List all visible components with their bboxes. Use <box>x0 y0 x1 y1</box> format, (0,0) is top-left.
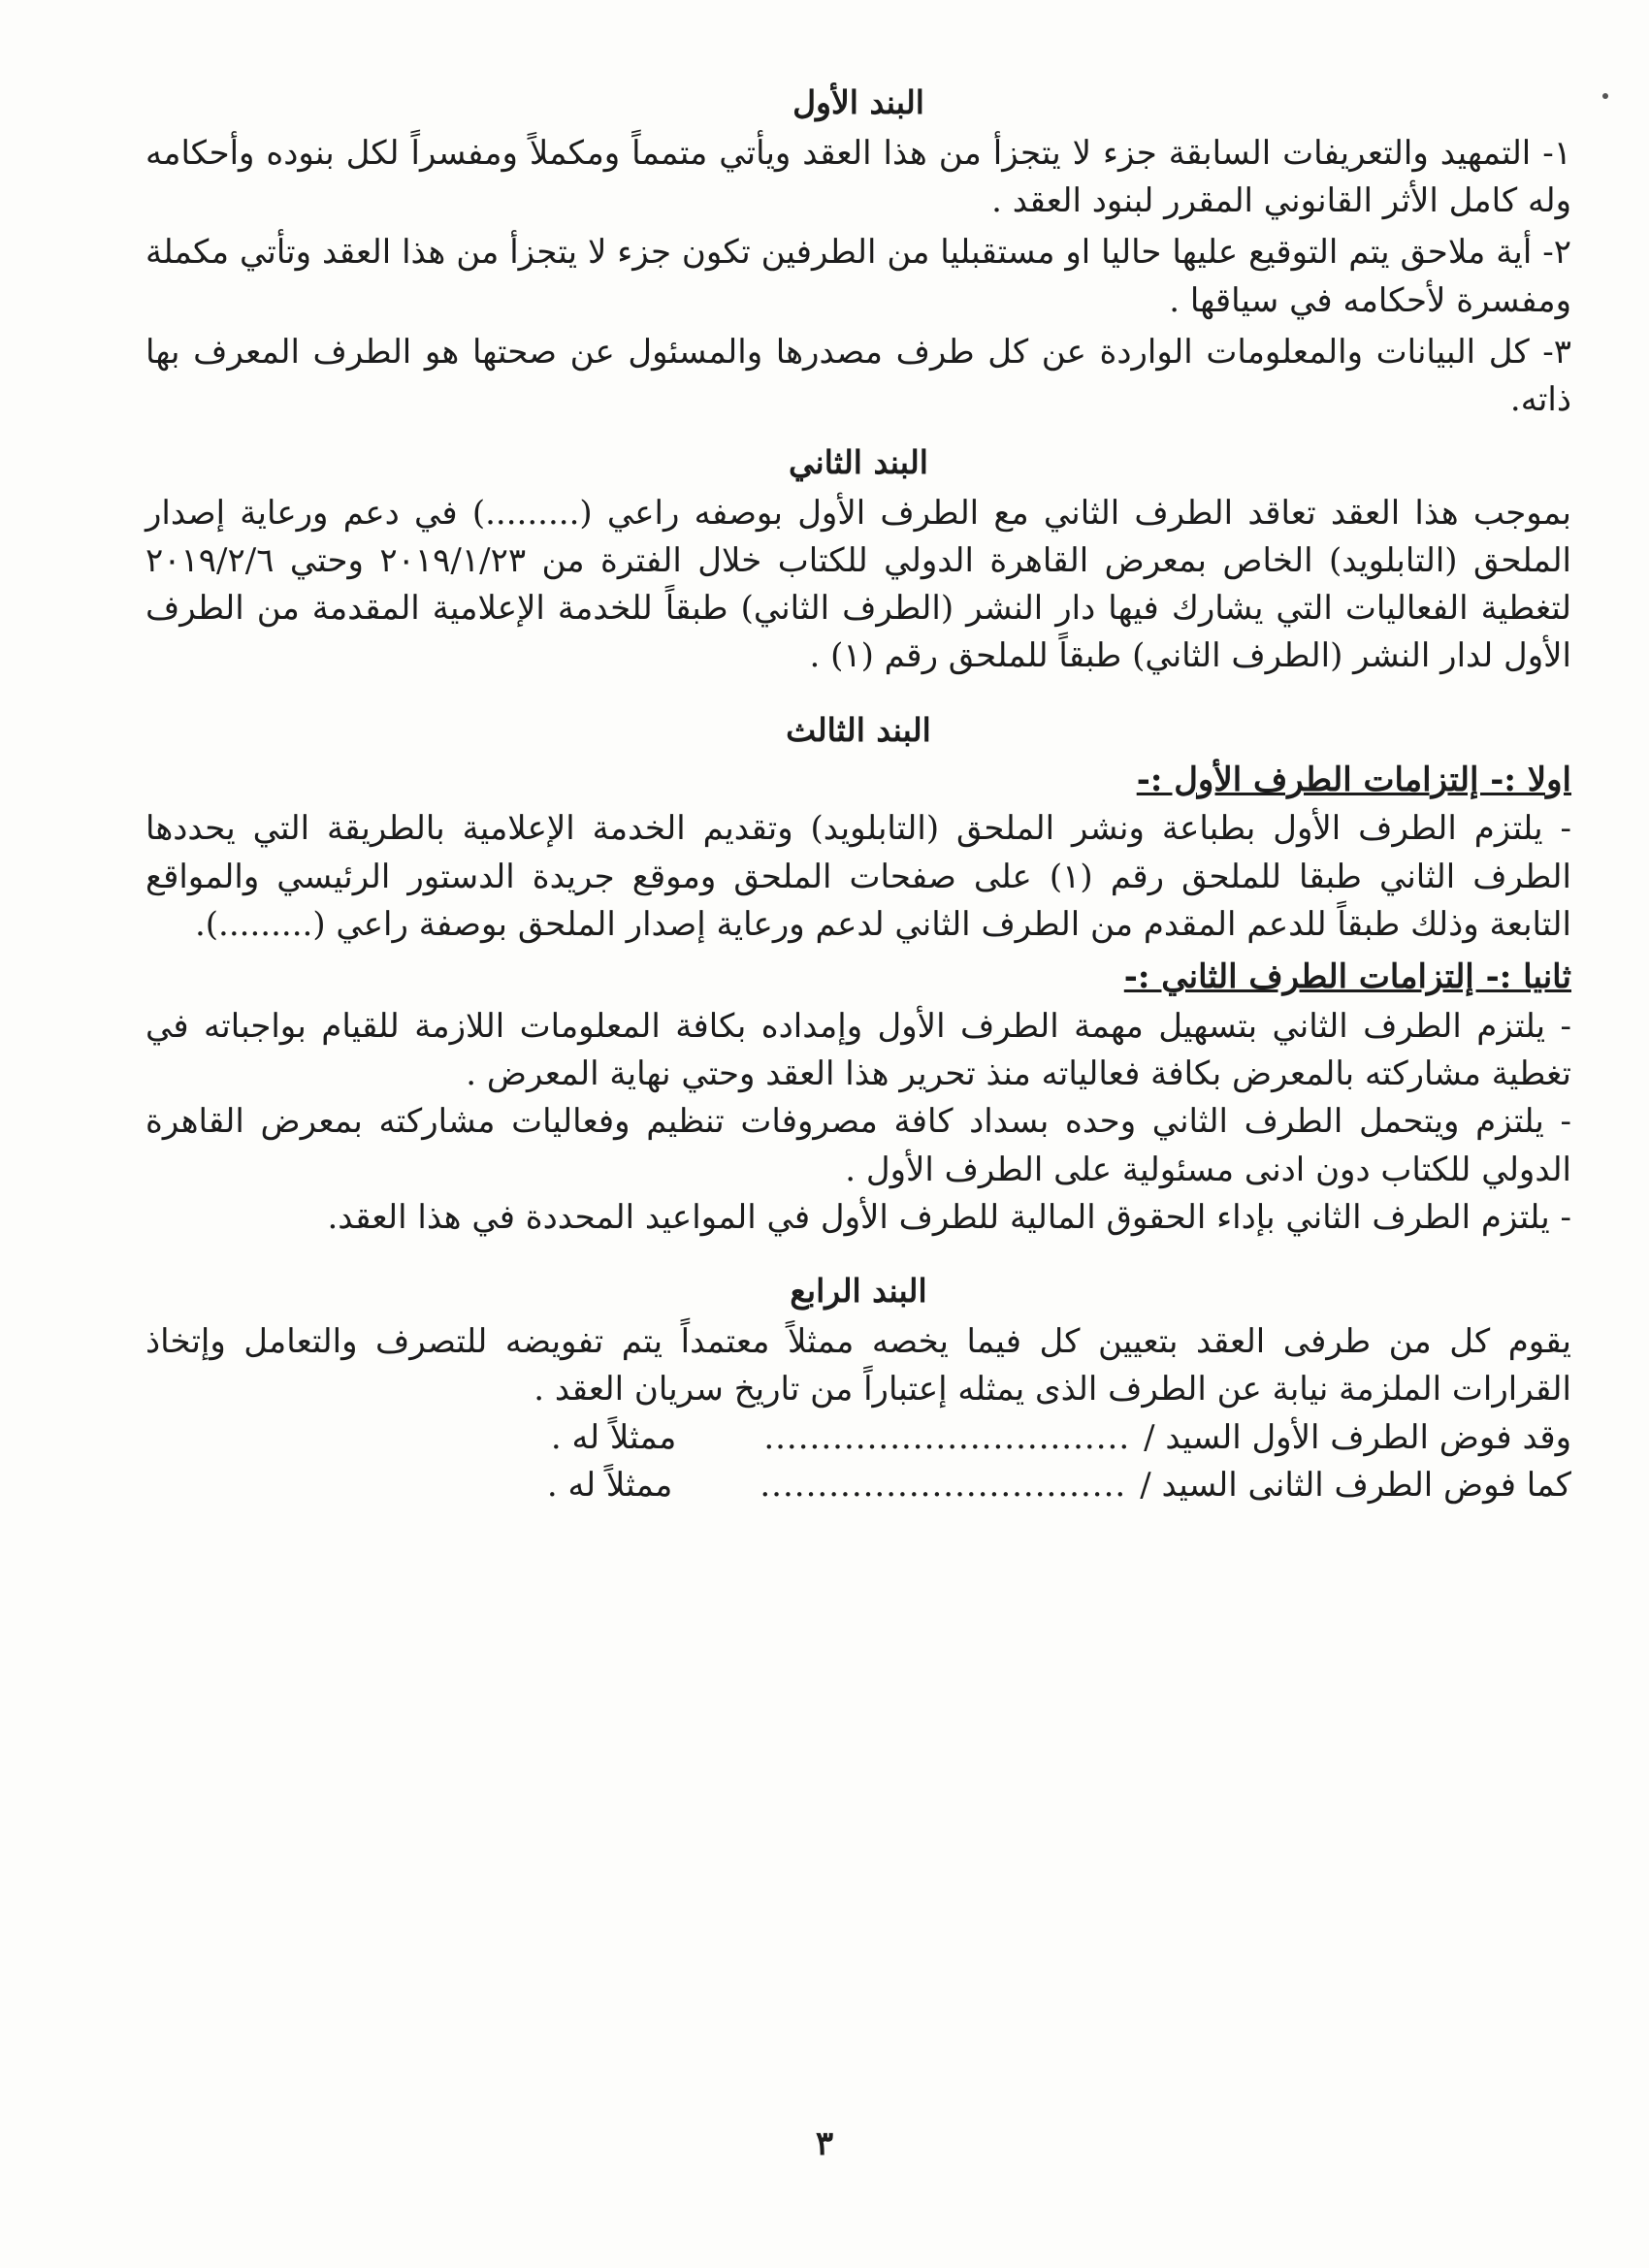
second-party-rep-suffix: ممثلاً له . <box>546 1465 673 1505</box>
article-3-title: البند الثالث <box>786 710 931 749</box>
article-2-text: بموجب هذا العقد تعاقد الطرف الثاني مع الطرف الأول بوصفه راعي (.........) في دعم ورعاية إصدار الملحق (التابلويد) الخاص بمعرض القاهرة الدولي للكتاب خلال الفترة من ٢٠١٩/١/٢٣ وحتي ٢٠١٩/٢/٦ لتغطية الفعاليات التي يشارك فيها دار النشر (الطرف الثاني) طبقاً للخدمة الإعلامية المقدمة من الطرف الأول لدار النشر (الطرف الثاني) طبقاً للملحق رقم (١) . <box>146 493 1572 676</box>
page-number: ٣ <box>815 2124 834 2163</box>
article-4-text: يقوم كل من طرفى العقد بتعيين كل فيما يخصه ممثلاً معتمداً يتم تفويضه للتصرف والتعامل وإتخاذ القرارات الملزمة نيابة عن الطرف الذى يمثله إعتباراً من تاريخ سريان العقد . <box>146 1322 1571 1409</box>
article-4-title: البند الرابع <box>790 1272 927 1311</box>
second-party-obligations-heading: ثانيا :- إلتزامات الطرف الثاني :- <box>1123 957 1571 997</box>
second-party-rep-blank: ................................ <box>760 1465 1127 1505</box>
first-party-rep-suffix: ممثلاً له . <box>550 1417 677 1457</box>
article-2-title: البند الثاني <box>789 442 928 481</box>
first-party-rep-label: وقد فوض الطرف الأول السيد / <box>1144 1417 1571 1457</box>
first-party-rep-blank: ................................ <box>763 1417 1131 1457</box>
article-3 <box>146 710 1571 1242</box>
article-1 <box>146 82 1571 425</box>
second-party-representative-line <box>146 1462 1571 1509</box>
article-1-item-1: ١- التمهيد والتعريفات السابقة جزء لا يتجزأ من هذا العقد ويأتي متمماً ومكملاً ومفسراً لكل بنوده وأحكامه وله كامل الأثر القانوني المقرر لبنود العقد . <box>146 133 1571 221</box>
second-party-obligation-1: - يلتزم الطرف الثاني بتسهيل مهمة الطرف الأول وإمداده بكافة المعلومات اللازمة للقيام بواجباته في تغطية مشاركته بالمعرض بكافة فعالياته منذ تحرير هذا العقد وحتي نهاية المعرض . <box>146 1006 1571 1094</box>
second-party-obligation-3: - يلتزم الطرف الثاني بإداء الحقوق المالية للطرف الأول في المواعيد المحددة في هذا العقد. <box>327 1197 1571 1237</box>
first-party-obligations-heading: اولا :- إلتزامات الطرف الأول :- <box>1136 760 1571 799</box>
article-2 <box>146 442 1571 681</box>
scan-speck <box>1602 93 1608 99</box>
second-party-obligation-2: - يلتزم ويتحمل الطرف الثاني وحده بسداد كافة مصروفات تنظيم وفعاليات مشاركته بمعرض القاهرة الدولي للكتاب دون ادنى مسئولية على الطرف الأول . <box>146 1102 1571 1189</box>
article-1-item-3: ٣- كل البيانات والمعلومات الواردة عن كل طرف مصدرها والمسئول عن صحتها هو الطرف المعرف بها ذاته. <box>146 333 1571 420</box>
article-4 <box>146 1271 1571 1509</box>
first-party-obligation-1: - يلتزم الطرف الأول بطباعة ونشر الملحق (التابلويد) وتقديم الخدمة الإعلامية بالطريقة التي يحددها الطرف الثاني طبقا للملحق رقم (١) على صفحات الملحق وموقع جريدة الدستور الرئيسي والمواقع التابعة وذلك طبقاً للدعم المقدم من الطرف الثاني لدعم ورعاية إصدار الملحق بوصفة راعي (.........). <box>146 809 1571 944</box>
contract-body <box>146 82 1571 1509</box>
second-party-rep-label: كما فوض الطرف الثانى السيد / <box>1140 1465 1571 1505</box>
first-party-representative-line <box>146 1414 1571 1462</box>
article-1-title: البند الأول <box>792 83 924 121</box>
article-1-item-2: ٢- أية ملاحق يتم التوقيع عليها حاليا او مستقبليا من الطرفين تكون جزء لا يتجزأ من هذا العقد وتأتي مكملة ومفسرة لأحكامه في سياقها . <box>146 233 1571 320</box>
